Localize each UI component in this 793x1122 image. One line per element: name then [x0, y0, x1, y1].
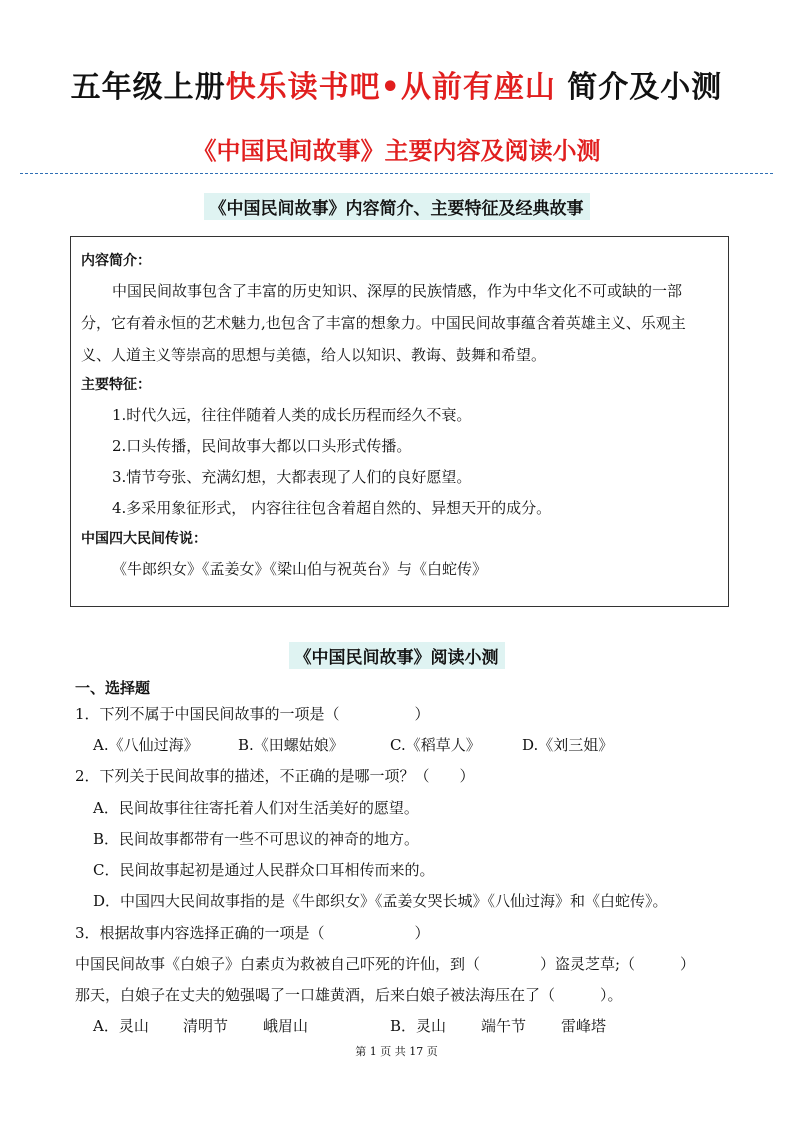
legends-list: 《牛郎织女》《孟姜女》《梁山伯与祝英台》与《白蛇传》	[112, 560, 488, 578]
q3-text-line-2: 那天，白娘子在丈夫的勉强喝了一口雄黄酒，后来白娘子被法海压在了（ ）。	[75, 986, 623, 1004]
feature-item-2: 2.口头传播，民间故事大都以口头形式传播。	[112, 437, 412, 455]
q3-option-b-location: 雷峰塔	[561, 1017, 607, 1035]
page-subtitle: 《中国民间故事》主要内容及阅读小测	[192, 137, 601, 165]
part-title: 一、选择题	[75, 679, 151, 697]
q1-option-c: C.《稻草人》	[390, 736, 481, 754]
feature-item-3: 3.情节夸张、充满幻想，大都表现了人们的良好愿望。	[112, 468, 472, 486]
title-grade: 五年级上册	[70, 70, 226, 105]
intro-section-heading	[0, 193, 793, 220]
intro-box	[70, 236, 729, 607]
feature-item-1: 1.时代久远，往往伴随着人类的成长历程而经久不衰。	[112, 406, 472, 424]
content-line-2: 分，它有着永恒的艺术魅力,也包含了丰富的想象力。中国民间故事蕴含着英雄主义、乐观主	[81, 314, 686, 332]
q2-option-b: B．民间故事都带有一些不可思议的神奇的地方。	[93, 830, 420, 848]
q2-option-d: D．中国四大民间故事指的是《牛郎织女》《孟姜女哭长城》《八仙过海》和《白蛇传》。	[93, 892, 668, 910]
q2-option-a: A．民间故事往往寄托着人们对生活美好的愿望。	[93, 799, 419, 817]
q3-option-b-festival: 端午节	[481, 1017, 527, 1035]
legends-label: 中国四大民间传说：	[81, 531, 207, 547]
content-line-1: 中国民间故事包含了丰富的历史知识、深厚的民族情感，作为中华文化不可或缺的一部	[112, 282, 683, 300]
question-1-stem: 1．下列不属于中国民间故事的一项是（ ）	[75, 705, 430, 723]
q1-option-a: A.《八仙过海》	[93, 736, 199, 754]
content-line-3: 义、人道主义等崇高的思想与美德，给人以知识、教诲、鼓舞和希望。	[81, 346, 547, 364]
question-3-stem: 3．根据故事内容选择正确的一项是（ ）	[75, 924, 430, 942]
question-2-stem: 2．下列关于民间故事的描述，不正确的是哪一项？（ ）	[75, 767, 475, 785]
feature-item-4: 4.多采用象征形式， 内容往往包含着超自然的、异想天开的成分。	[112, 499, 552, 517]
title-book: 快乐读书吧•从前有座山	[225, 70, 556, 105]
content-label: 内容简介：	[81, 253, 151, 269]
page-footer: 第 1 页 共 17 页	[355, 1045, 438, 1058]
q3-option-a-festival: 清明节	[183, 1017, 229, 1035]
intro-heading-text: 《中国民间故事》内容简介、主要特征及经典故事	[204, 193, 590, 220]
q3-option-b-place: B．灵山	[390, 1017, 447, 1035]
title-suffix: 简介及小测	[555, 70, 723, 105]
features-label: 主要特征：	[81, 377, 151, 393]
page-title	[0, 62, 793, 106]
q1-option-d: D.《刘三姐》	[522, 736, 614, 754]
q3-option-a-place: A．灵山	[93, 1017, 149, 1035]
q3-text-line-1: 中国民间故事《白娘子》白素贞为救被自己吓死的许仙，到（ ）盗灵芝草;（ ）	[75, 955, 696, 973]
q1-option-b: B.《田螺姑娘》	[238, 736, 344, 754]
quiz-section-heading	[0, 642, 793, 669]
q2-option-c: C．民间故事起初是通过人民群众口耳相传而来的。	[93, 861, 435, 879]
quiz-heading-text: 《中国民间故事》阅读小测	[289, 642, 505, 669]
q3-option-a-location: 峨眉山	[263, 1017, 309, 1035]
dashed-divider	[20, 173, 773, 174]
